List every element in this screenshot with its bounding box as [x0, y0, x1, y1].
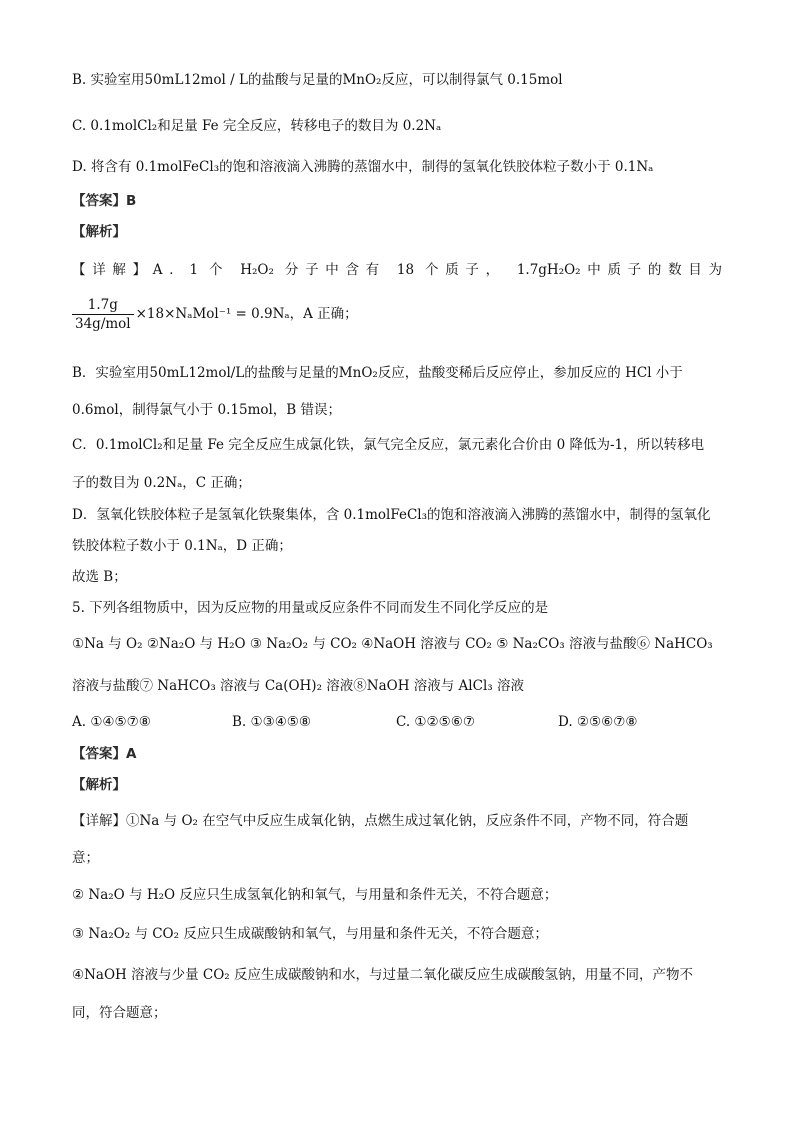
- detail-4-line2: 同，符合题意；: [72, 1005, 167, 1021]
- detail-1-line1: 【详解】①Na 与 O₂ 在空气中反应生成氧化钠，点燃生成过氧化钠，反应条件不同，产物不同，符合题: [72, 813, 689, 829]
- detail-a-formula: [72, 296, 358, 333]
- detail-b-line2: 0.6mol，制得氯气小于 0.15mol，B 错误；: [72, 402, 342, 418]
- analysis-label-2: 【解析】: [72, 777, 126, 793]
- option-b-text: B. 实验室用50mL12mol / L的盐酸与足量的MnO₂反应，可以制得氯气 0.15mol: [72, 72, 563, 88]
- question-5-stem: 5. 下列各组物质中，因为反应物的用量或反应条件不同而发生不同化学反应的是: [72, 600, 549, 616]
- question-5-items-line1: ①Na 与 O₂ ②Na₂O 与 H₂O ③ Na₂O₂ 与 CO₂ ④NaOH 溶液与 CO₂ ⑤ Na₂CO₃ 溶液与盐酸⑥ NaHCO₃: [72, 636, 713, 652]
- q5-option-c: C. ①②⑤⑥⑦: [396, 714, 475, 730]
- detail-2-text: ② Na₂O 与 H₂O 反应只生成氢氧化钠和氧气，与用量和条件无关，不符合题意；: [72, 887, 558, 903]
- detail-b-line1: B．实验室用50mL12mol/L的盐酸与足量的MnO₂反应，盐酸变稀后反应停止，参加反应的 HCl 小于: [72, 365, 683, 381]
- option-d-text: D. 将含有 0.1molFeCl₃的饱和溶液滴入沸腾的蒸馏水中，制得的氢氧化铁胶体粒子数小于 0.1Nₐ: [72, 159, 654, 175]
- detail-c-line1: C．0.1molCl₂和足量 Fe 完全反应生成氯化铁，氯气完全反应，氯元素化合价由 0 降低为-1，所以转移电: [72, 437, 705, 453]
- detail-c-line2: 子的数目为 0.2Nₐ，C 正确；: [72, 475, 251, 491]
- detail-a-line1: 【详解】A．1 个 H₂O₂ 分子中含有 18 个质子， 1.7gH₂O₂中质子的数目为: [72, 262, 722, 278]
- detail-4-line1: ④NaOH 溶液与少量 CO₂ 反应生成碳酸钠和水，与过量二氧化碳反应生成碳酸氢钠，用量不同，产物不: [72, 967, 693, 983]
- question-5-items-line2: 溶液与盐酸⑦ NaHCO₃ 溶液与 Ca(OH)₂ 溶液⑧NaOH 溶液与 AlCl₃ 溶液: [72, 678, 524, 694]
- fraction: [72, 296, 134, 333]
- fraction-numerator: 1.7g: [72, 296, 134, 315]
- detail-d-line1: D．氢氧化铁胶体粒子是氢氧化铁聚集体，含 0.1molFeCl₃的饱和溶液滴入沸腾的蒸馏水中，制得的氢氧化: [72, 507, 711, 523]
- detail-3-text: ③ Na₂O₂ 与 CO₂ 反应只生成碳酸钠和氧气，与用量和条件无关，不符合题意；: [72, 926, 548, 942]
- answer-label-1: 【答案】B: [72, 193, 137, 209]
- option-c-text: C. 0.1molCl₂和足量 Fe 完全反应，转移电子的数目为 0.2Nₐ: [72, 118, 442, 134]
- q5-option-a: A. ①④⑤⑦⑧: [72, 714, 151, 730]
- detail-a-line2: ×18×NₐMol⁻¹ = 0.9Nₐ，A 正确；: [135, 306, 358, 322]
- answer-label-2: 【答案】A: [72, 746, 137, 762]
- detail-d-line2: 铁胶体粒子数小于 0.1Nₐ，D 正确；: [72, 538, 292, 554]
- q5-option-d: D. ②⑤⑥⑦⑧: [558, 714, 638, 730]
- choose-b-text: 故选 B；: [72, 569, 127, 585]
- fraction-denominator: 34g/mol: [75, 316, 131, 332]
- q5-option-b: B. ①③④⑤⑧: [232, 714, 312, 730]
- detail-1-line2: 意；: [72, 850, 99, 866]
- analysis-label-1: 【解析】: [72, 224, 126, 240]
